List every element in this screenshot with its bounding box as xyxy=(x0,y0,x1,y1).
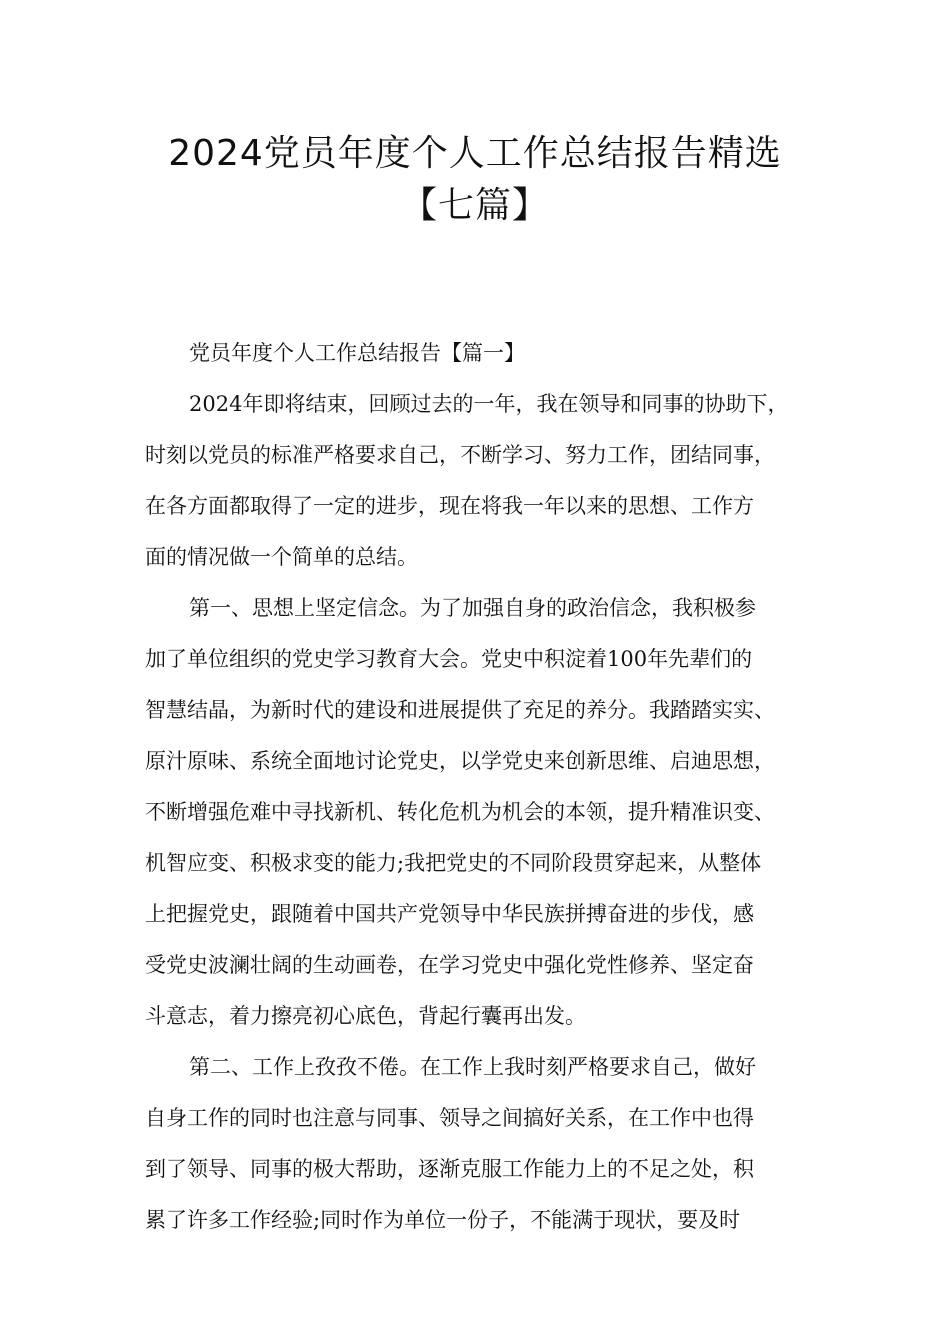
paragraph-line: 在各方面都取得了一定的进步，现在将我一年以来的思想、工作方 xyxy=(145,494,754,518)
paragraph-line: 智慧结晶，为新时代的建设和进展提供了充足的养分。我踏踏实实、 xyxy=(145,698,775,722)
title-line-1: 2024党员年度个人工作总结报告精选 xyxy=(168,133,782,174)
document-body xyxy=(145,328,825,1246)
paragraph-line: 时刻以党员的标准严格要求自己，不断学习、努力工作，团结同事， xyxy=(145,443,775,467)
title-line-2: 【七篇】 xyxy=(400,185,549,226)
paragraph-line: 第一、思想上坚定信念。为了加强自身的政治信念，我积极参 xyxy=(189,596,756,620)
paragraph-line: 加了单位组织的党史学习教育大会。党史中积淀着100年先辈们的 xyxy=(145,647,753,671)
paragraph-line: 第二、工作上孜孜不倦。在工作上我时刻严格要求自己，做好 xyxy=(189,1055,756,1079)
section-heading: 党员年度个人工作总结报告【篇一】 xyxy=(189,341,525,365)
paragraph-line: 斗意志，着力擦亮初心底色，背起行囊再出发。 xyxy=(145,1004,586,1028)
paragraph-intro xyxy=(145,379,825,583)
paragraph-line: 不断增强危难中寻找新机、转化危机为机会的本领，提升精准识变、 xyxy=(145,800,775,824)
paragraph-line: 原汁原味、系统全面地讨论党史，以学党史来创新思维、启迪思想， xyxy=(145,749,775,773)
paragraph-line: 累了许多工作经验;同时作为单位一份子，不能满于现状，要及时 xyxy=(145,1208,741,1232)
paragraph-work xyxy=(145,1042,825,1246)
paragraph-line: 机智应变、积极求变的能力;我把党史的不同阶段贯穿起来，从整体 xyxy=(145,851,762,875)
paragraph-line: 2024年即将结束，回顾过去的一年，我在领导和同事的协助下， xyxy=(189,392,789,416)
paragraph-line: 面的情况做一个简单的总结。 xyxy=(145,545,418,569)
paragraph-line: 到了领导、同事的极大帮助，逐渐克服工作能力上的不足之处，积 xyxy=(145,1157,754,1181)
paragraph-line: 自身工作的同时也注意与同事、领导之间搞好关系，在工作中也得 xyxy=(145,1106,754,1130)
document-title xyxy=(120,128,830,232)
paragraph-line: 受党史波澜壮阔的生动画卷，在学习党史中强化党性修养、坚定奋 xyxy=(145,953,754,977)
paragraph-ideology xyxy=(145,583,825,1042)
paragraph-line: 上把握党史，跟随着中国共产党领导中华民族拼搏奋进的步伐，感 xyxy=(145,902,754,926)
